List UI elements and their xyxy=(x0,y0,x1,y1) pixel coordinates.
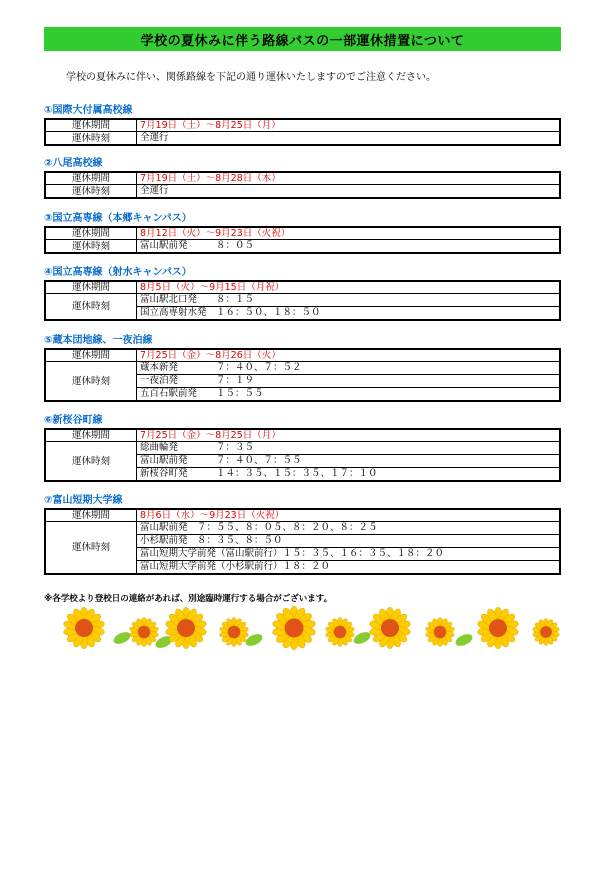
route-title: ②八尾高校線 xyxy=(44,158,103,169)
footer-note: ※各学校より登校日の連絡があれば、別途臨時運行する場合がございます。 xyxy=(44,594,333,604)
time-values xyxy=(137,132,561,146)
time-values xyxy=(137,185,561,199)
route-title: ⑤蔵本団地線、一夜泊線 xyxy=(44,335,153,346)
route-title: ⑦富山短期大学線 xyxy=(44,495,123,506)
sunflower-icon xyxy=(63,607,105,649)
stop-line: 富山駅北口発 ８：１５ xyxy=(137,294,559,307)
stop-line: 富山駅前発 ７：５５、８：０５、８：２０、８：２５ xyxy=(137,522,559,535)
route-block xyxy=(44,212,561,254)
period-value: 7月19日（土）～8月25日（月） xyxy=(137,119,561,132)
time-values xyxy=(137,362,561,402)
time-values xyxy=(137,240,561,254)
period-value: 7月25日（金）～8月25日（月） xyxy=(137,429,561,442)
route-block xyxy=(44,334,561,402)
stop-line: 全運行 xyxy=(140,185,169,196)
intro-text: 学校の夏休みに伴い、関係路線を下記の通り運休いたしますのでご注意ください。 xyxy=(66,72,436,83)
stop-line: 一夜泊発 ７：１９ xyxy=(137,375,559,388)
stop-line: 小杉駅前発 ８：３５、８：５０ xyxy=(137,535,559,548)
period-label: 運休期間 xyxy=(45,281,137,294)
time-label: 運休時刻 xyxy=(45,362,137,402)
sunflower-icon xyxy=(369,607,411,649)
time-label: 運休時刻 xyxy=(45,240,137,254)
sunflower-icon xyxy=(425,617,455,646)
time-label: 運休時刻 xyxy=(45,185,137,199)
route-block xyxy=(44,104,561,146)
stop-line: 富山短期大学前発（富山駅前行）１５：３５、１６：３５、１８：２０ xyxy=(137,548,559,561)
route-block xyxy=(44,494,561,575)
period-label: 運休期間 xyxy=(45,172,137,185)
sunflower-icon xyxy=(477,607,519,649)
period-label: 運休期間 xyxy=(45,349,137,362)
stop-line: 総曲輪発 ７：３５ xyxy=(137,442,559,455)
leaf-icon xyxy=(454,632,475,649)
sunflower-icon xyxy=(532,618,560,645)
period-value: 8月5日（火）～9月15日（月祝） xyxy=(137,281,561,294)
period-value: 8月12日（火）～9月23日（火祝） xyxy=(137,227,561,240)
time-values xyxy=(137,522,561,575)
time-label: 運休時刻 xyxy=(45,522,137,575)
time-values xyxy=(137,294,561,321)
stop-line: 国立高専射水発 １６：５０、１８：５０ xyxy=(140,307,321,318)
stop-line: 富山駅前発 ７：４０、７：５５ xyxy=(137,455,559,468)
route-table xyxy=(44,508,561,575)
sunflower-decoration xyxy=(44,604,564,656)
stop-line: 新桜谷町発 １４：３５、１５：３５、１７：１０ xyxy=(140,468,378,479)
sunflower-icon xyxy=(325,617,355,646)
route-table xyxy=(44,118,561,146)
route-title: ④国立高専線（射水キャンパス） xyxy=(44,267,192,278)
time-values xyxy=(137,442,561,482)
period-value: 8月6日（水）～9月23日（火祝） xyxy=(137,509,561,522)
stop-line: 全運行 xyxy=(140,132,169,143)
period-label: 運休期間 xyxy=(45,429,137,442)
route-title: ③国立高専線（本郷キャンパス） xyxy=(44,213,192,224)
route-table xyxy=(44,348,561,402)
period-label: 運休期間 xyxy=(45,509,137,522)
route-block xyxy=(44,266,561,321)
leaf-icon xyxy=(112,630,133,647)
stop-line: 富山短期大学前発（小杉駅前行）１８：２０ xyxy=(140,561,331,572)
stop-line: 五百石駅前発 １５：５５ xyxy=(140,388,264,399)
period-value: 7月25日（金）～8月26日（火） xyxy=(137,349,561,362)
route-block xyxy=(44,414,561,482)
route-table xyxy=(44,428,561,482)
route-title: ⑥新桜谷町線 xyxy=(44,415,103,426)
route-title: ①国際大付属高校線 xyxy=(44,105,133,116)
sunflower-icon xyxy=(129,617,159,646)
stop-line: 蔵本新発 ７：４０、７：５２ xyxy=(137,362,559,375)
period-value: 7月19日（土）～8月28日（木） xyxy=(137,172,561,185)
sunflower-icon xyxy=(219,617,249,646)
period-label: 運休期間 xyxy=(45,119,137,132)
time-label: 運休時刻 xyxy=(45,442,137,482)
page-title: 学校の夏休みに伴う路線バスの一部運休措置について xyxy=(44,27,561,51)
route-table xyxy=(44,171,561,199)
route-block xyxy=(44,157,561,199)
leaf-icon xyxy=(352,630,373,647)
route-table xyxy=(44,280,561,321)
sunflower-icon xyxy=(272,606,316,650)
period-label: 運休期間 xyxy=(45,227,137,240)
time-label: 運休時刻 xyxy=(45,132,137,146)
stop-line: 富山駅前発 ８：０５ xyxy=(140,240,255,251)
time-label: 運休時刻 xyxy=(45,294,137,321)
route-table xyxy=(44,226,561,254)
